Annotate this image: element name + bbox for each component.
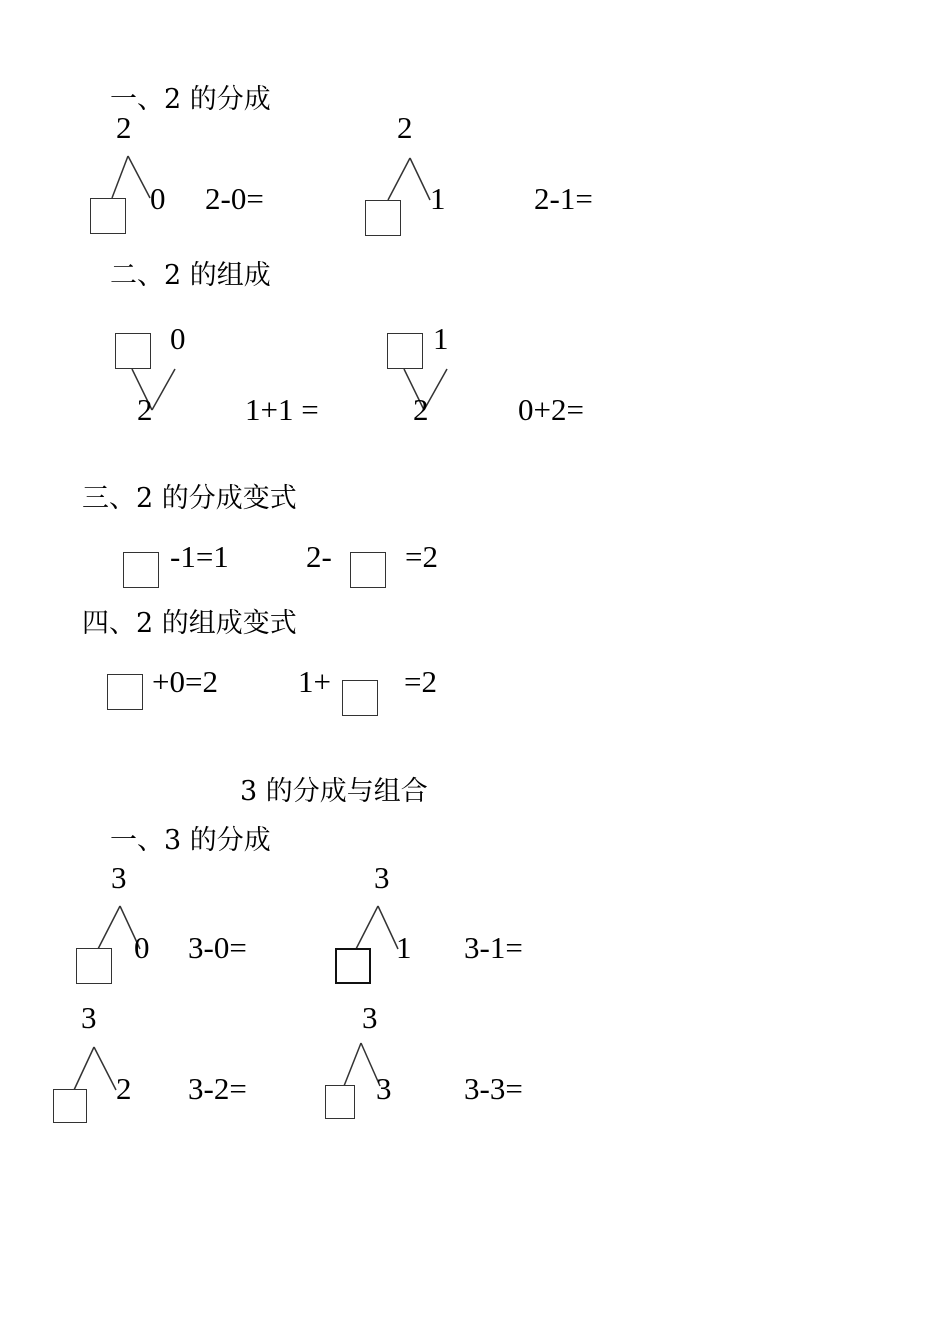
- heading-2-split-variant: 三、2 的分成变式: [82, 483, 297, 514]
- bond-line: [128, 156, 150, 198]
- heading-3-split: 一、3 的分成: [110, 825, 271, 856]
- equation: 3-0=: [188, 930, 247, 965]
- answer-box[interactable]: [115, 333, 151, 369]
- bond-right-number: 3: [376, 1071, 392, 1106]
- bond-top-number: 3: [362, 1000, 378, 1035]
- bond-top-number: 2: [116, 110, 132, 145]
- bond-top-number: 3: [374, 860, 390, 895]
- heading-2-combine-variant: 四、2 的组成变式: [82, 608, 297, 639]
- bond-line: [356, 906, 378, 949]
- equation: 3-2=: [188, 1071, 247, 1106]
- bond-top-right-number: 0: [170, 321, 186, 356]
- bond-line: [378, 906, 398, 949]
- equation: -1=1: [170, 539, 229, 574]
- answer-box[interactable]: [335, 948, 371, 984]
- bond-right-number: 0: [150, 181, 166, 216]
- bond-line: [388, 158, 410, 200]
- bond-line: [152, 369, 175, 410]
- heading-2-split: 一、2 的分成: [110, 84, 271, 115]
- answer-box[interactable]: [107, 674, 143, 710]
- bond-top-number: 3: [81, 1000, 97, 1035]
- equation: +0=2: [152, 664, 218, 699]
- bond-line: [344, 1043, 361, 1086]
- equation-suffix: =2: [404, 664, 437, 699]
- bond-right-number: 1: [430, 181, 446, 216]
- equation: 1+1 =: [245, 392, 319, 427]
- bond-bottom-number: 2: [137, 392, 153, 427]
- equation-prefix: 2-: [306, 539, 332, 574]
- bond-top-right-number: 1: [433, 321, 449, 356]
- answer-box[interactable]: [53, 1089, 87, 1123]
- answer-box[interactable]: [325, 1085, 355, 1119]
- answer-box[interactable]: [342, 680, 378, 716]
- answer-box[interactable]: [387, 333, 423, 369]
- equation-suffix: =2: [405, 539, 438, 574]
- bond-top-number: 2: [397, 110, 413, 145]
- equation: 0+2=: [518, 392, 584, 427]
- equation: 2-1=: [534, 181, 593, 216]
- heading-2-combine: 二、2 的组成: [110, 260, 271, 291]
- answer-box[interactable]: [123, 552, 159, 588]
- bond-right-number: 0: [134, 930, 150, 965]
- bond-line: [94, 1047, 116, 1090]
- bond-bottom-number: 2: [413, 392, 429, 427]
- equation: 3-1=: [464, 930, 523, 965]
- answer-box[interactable]: [90, 198, 126, 234]
- bond-top-number: 3: [111, 860, 127, 895]
- answer-box[interactable]: [76, 948, 112, 984]
- equation-prefix: 1+: [298, 664, 331, 699]
- bond-line: [98, 906, 120, 949]
- answer-box[interactable]: [365, 200, 401, 236]
- bond-right-number: 1: [396, 930, 412, 965]
- bond-right-number: 2: [116, 1071, 132, 1106]
- section-title: 3 的分成与组合: [240, 776, 428, 807]
- bond-line: [74, 1047, 94, 1090]
- equation: 3-3=: [464, 1071, 523, 1106]
- bond-line: [410, 158, 430, 200]
- equation: 2-0=: [205, 181, 264, 216]
- answer-box[interactable]: [350, 552, 386, 588]
- bond-line: [112, 156, 128, 198]
